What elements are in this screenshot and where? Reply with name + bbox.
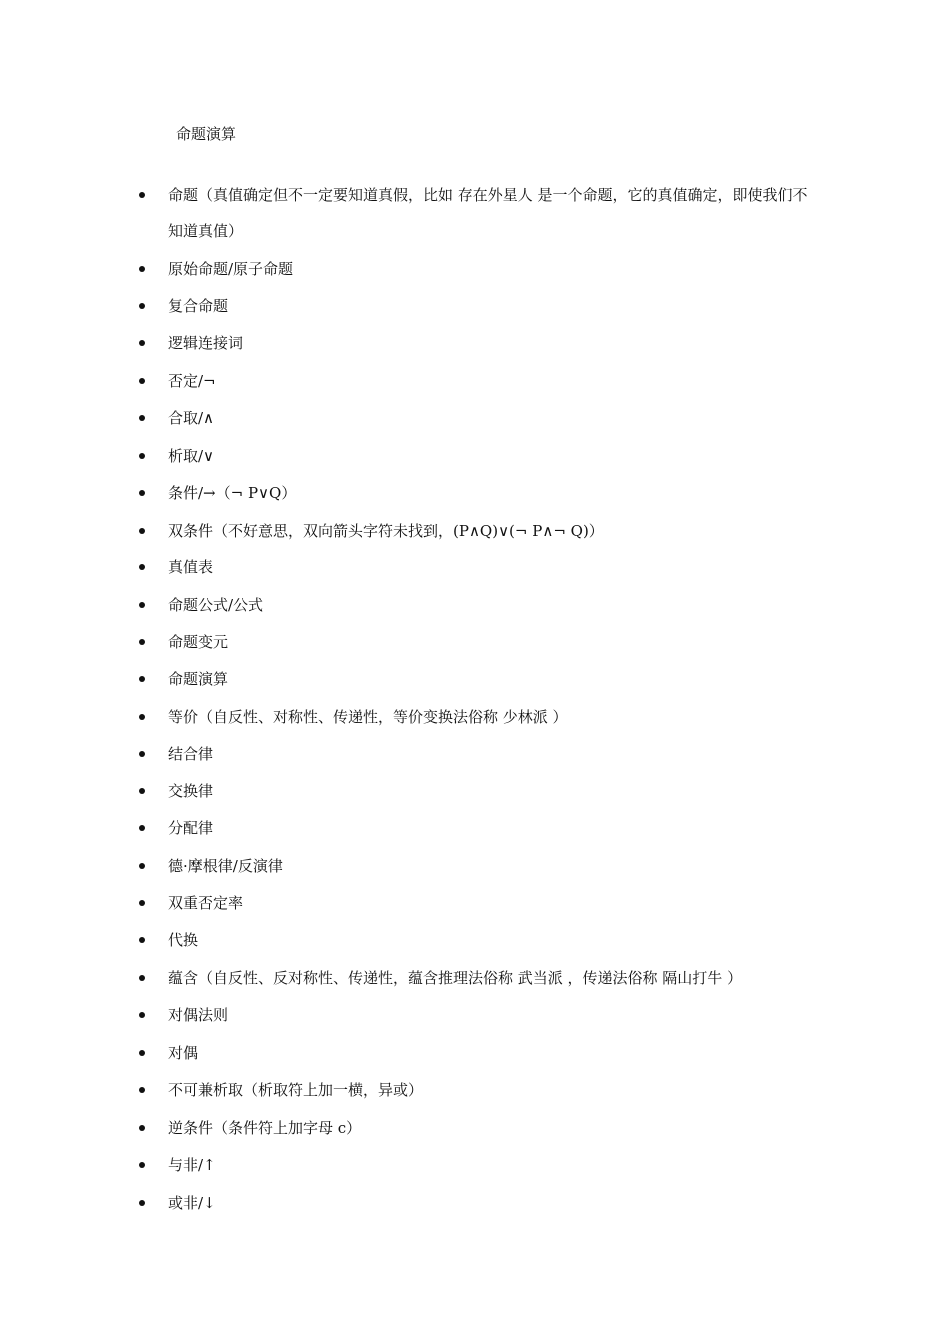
bullet-icon: [139, 1125, 145, 1131]
list-item-text: 交换律: [168, 782, 214, 800]
list-item-text: 复合命题: [168, 297, 229, 315]
list-item-text: 命题变元: [168, 633, 229, 651]
list-item-text: 真值表: [168, 558, 214, 576]
list-item-text: 双条件（不好意思，双向箭头字符未找到，(P∧Q)∨(¬ P∧¬ Q)）: [168, 522, 604, 540]
bullet-icon: [139, 490, 145, 496]
bullet-icon: [139, 863, 145, 869]
list-item-text: 代换: [168, 931, 199, 949]
list-item-text: 否定/¬: [168, 372, 216, 390]
list-item-text: 等价（自反性、对称性、传递性，等价变换法俗称 少林派 ）: [168, 708, 568, 726]
bullet-icon: [139, 266, 145, 272]
bullet-icon: [139, 564, 145, 570]
bullet-icon: [139, 975, 145, 981]
list-item-text: 条件/→（¬ P∨Q）: [168, 484, 297, 502]
list-item-text: 对偶法则: [168, 1006, 229, 1024]
bullet-icon: [139, 788, 145, 794]
bullet-icon: [139, 192, 145, 198]
list-item-text: 命题（真值确定但不一定要知道真假，比如 存在外星人 是一个命题，它的真值确定，即使我们不知道真值）: [168, 186, 808, 240]
bullet-icon: [139, 937, 145, 943]
list-item-text: 命题演算: [168, 670, 229, 688]
list-item-text: 析取/∨: [168, 447, 215, 465]
bullet-icon: [139, 1087, 145, 1093]
bullet-icon: [139, 639, 145, 645]
list-item-text: 合取/∧: [168, 409, 215, 427]
list-item-text: 结合律: [168, 745, 214, 763]
list-item-text: 分配律: [168, 819, 214, 837]
list-item-text: 与非/↑: [168, 1156, 216, 1174]
bullet-icon: [139, 900, 145, 906]
list-item-text: 德·摩根律/反演律: [168, 857, 283, 875]
bullet-icon: [139, 453, 145, 459]
list-item-text: 不可兼析取（析取符上加一横，异或）: [168, 1081, 424, 1099]
list-item-text: 逻辑连接词: [168, 334, 244, 352]
bullet-icon: [139, 303, 145, 309]
bullet-icon: [139, 528, 145, 534]
bullet-icon: [139, 378, 145, 384]
bullet-icon: [139, 1012, 145, 1018]
list-item-text: 原始命题/原子命题: [168, 260, 294, 278]
list-item-text: 对偶: [168, 1044, 199, 1062]
bullet-icon: [139, 340, 145, 346]
page-title: 命题演算: [176, 125, 237, 143]
list-item-text: 双重否定率: [168, 894, 244, 912]
bullet-icon: [139, 1050, 145, 1056]
bullet-icon: [139, 825, 145, 831]
bullet-icon: [139, 1162, 145, 1168]
list-item-text: 逆条件（条件符上加字母 c）: [168, 1119, 362, 1137]
bullet-icon: [139, 676, 145, 682]
bullet-icon: [139, 602, 145, 608]
list-item-text: 命题公式/公式: [168, 596, 264, 614]
list-item-text: 蕴含（自反性、反对称性、传递性，蕴含推理法俗称 武当派 ，传递法俗称 隔山打牛 ）: [168, 969, 743, 987]
bullet-icon: [139, 751, 145, 757]
bullet-icon: [139, 1200, 145, 1206]
list-item-text: 或非/↓: [168, 1194, 216, 1212]
bullet-icon: [139, 714, 145, 720]
bullet-icon: [139, 415, 145, 421]
